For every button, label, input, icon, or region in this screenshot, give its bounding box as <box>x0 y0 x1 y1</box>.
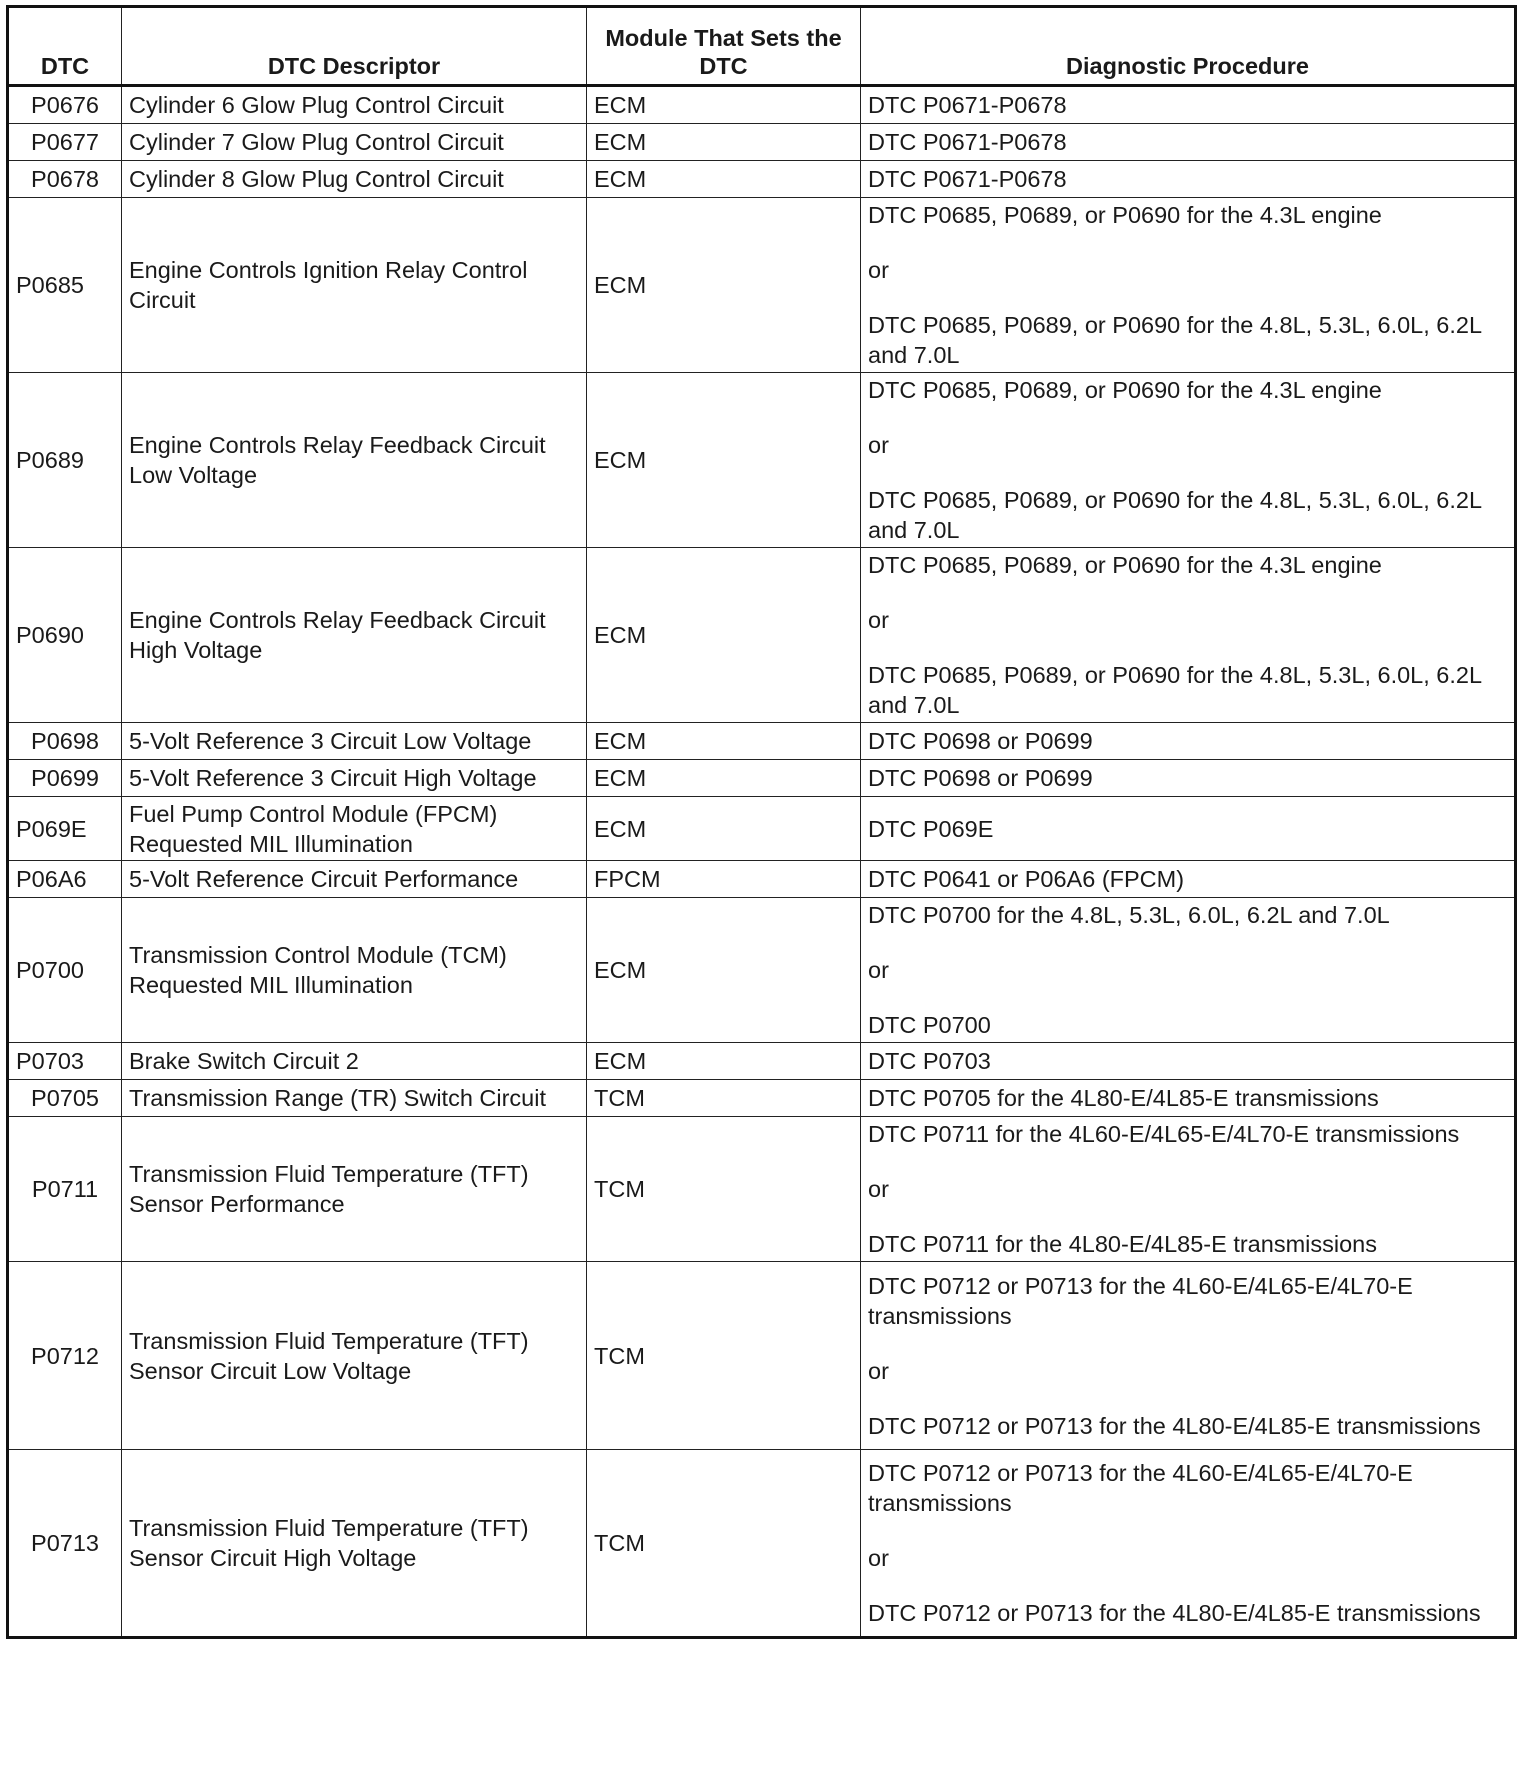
module-cell: ECM <box>587 760 861 797</box>
dtc-descriptor-cell: Cylinder 8 Glow Plug Control Circuit <box>122 161 587 198</box>
dtc-descriptor-cell: Cylinder 7 Glow Plug Control Circuit <box>122 124 587 161</box>
module-cell: ECM <box>587 548 861 723</box>
procedure-spacer <box>868 985 1507 1010</box>
procedure-link[interactable]: DTC P0685, P0689, or P0690 for the 4.8L, 5.3L, 6.0L, 6.2L and 7.0L <box>868 312 1482 368</box>
dtc-code-cell: P0700 <box>8 898 122 1043</box>
diagnostic-procedure-cell <box>861 723 1516 760</box>
procedure-spacer <box>868 285 1507 310</box>
diagnostic-procedure-cell <box>861 373 1516 548</box>
diagnostic-procedure-cell <box>861 1117 1516 1262</box>
procedure-link[interactable]: DTC P0711 for the 4L60-E/4L65-E/4L70-E transmissions <box>868 1121 1460 1147</box>
dtc-descriptor-cell: 5-Volt Reference 3 Circuit High Voltage <box>122 760 587 797</box>
dtc-descriptor-cell: Fuel Pump Control Module (FPCM) Requested MIL Illumination <box>122 797 587 861</box>
module-cell: FPCM <box>587 861 861 898</box>
dtc-descriptor-cell: Brake Switch Circuit 2 <box>122 1043 587 1080</box>
header-dtc: DTC <box>8 7 122 86</box>
procedure-link[interactable]: DTC P0712 or P0713 for the 4L80-E/4L85-E transmissions <box>868 1412 1481 1439</box>
procedure-link[interactable]: DTC P0685, P0689, or P0690 for the 4.3L engine <box>868 377 1382 403</box>
dtc-descriptor-cell: 5-Volt Reference 3 Circuit Low Voltage <box>122 723 587 760</box>
dtc-code-cell: P0713 <box>8 1450 122 1638</box>
diagnostic-procedure-cell <box>861 86 1516 124</box>
module-cell: TCM <box>587 1262 861 1450</box>
dtc-code-cell: P0712 <box>8 1262 122 1450</box>
table-row <box>8 548 1516 723</box>
dtc-code-cell: P069E <box>8 797 122 861</box>
module-cell: TCM <box>587 1450 861 1638</box>
module-cell: ECM <box>587 198 861 373</box>
diagnostic-procedure-cell <box>861 161 1516 198</box>
table-header-row <box>8 7 1516 86</box>
diagnostic-procedure-cell <box>861 861 1516 898</box>
table-row <box>8 723 1516 760</box>
diagnostic-procedure-cell <box>861 1262 1516 1450</box>
procedure-link[interactable]: DTC P0671-P0678 <box>868 166 1067 192</box>
diagnostic-procedure-cell <box>861 124 1516 161</box>
module-cell: ECM <box>587 723 861 760</box>
table-row <box>8 1450 1516 1638</box>
procedure-spacer <box>868 230 1507 255</box>
procedure-link[interactable]: DTC P0700 for the 4.8L, 5.3L, 6.0L, 6.2L and 7.0L <box>868 902 1390 928</box>
table-row <box>8 373 1516 548</box>
diagnostic-procedure-cell <box>861 1080 1516 1117</box>
module-cell: ECM <box>587 86 861 124</box>
dtc-descriptor-cell: Transmission Range (TR) Switch Circuit <box>122 1080 587 1117</box>
module-cell: TCM <box>587 1117 861 1262</box>
procedure-link[interactable]: DTC P0705 for the 4L80-E/4L85-E transmissions <box>868 1085 1379 1111</box>
dtc-descriptor-cell: Cylinder 6 Glow Plug Control Circuit <box>122 86 587 124</box>
procedure-link[interactable]: DTC P0685, P0689, or P0690 for the 4.3L engine <box>868 552 1382 578</box>
procedure-link[interactable]: DTC P0712 or P0713 for the 4L80-E/4L85-E transmissions <box>868 1600 1481 1626</box>
table-row <box>8 760 1516 797</box>
procedure-or-separator: or <box>868 607 889 633</box>
procedure-link[interactable]: DTC P0698 or P0699 <box>868 728 1093 754</box>
procedure-spacer <box>868 1331 1507 1356</box>
diagnostic-procedure-cell <box>861 1043 1516 1080</box>
procedure-link[interactable]: DTC P0698 or P0699 <box>868 765 1093 791</box>
procedure-link[interactable]: DTC P0671-P0678 <box>868 92 1067 118</box>
procedure-link[interactable]: DTC P0703 <box>868 1048 991 1074</box>
dtc-descriptor-cell: Engine Controls Relay Feedback Circuit High Voltage <box>122 548 587 723</box>
dtc-descriptor-cell: Transmission Control Module (TCM) Requested MIL Illumination <box>122 898 587 1043</box>
dtc-code-cell: P0678 <box>8 161 122 198</box>
procedure-link[interactable]: DTC P0700 <box>868 1012 991 1038</box>
table-row <box>8 1080 1516 1117</box>
module-cell: ECM <box>587 124 861 161</box>
dtc-descriptor-cell: 5-Volt Reference Circuit Performance <box>122 861 587 898</box>
diagnostic-procedure-cell <box>861 760 1516 797</box>
dtc-descriptor-cell: Transmission Fluid Temperature (TFT) Sensor Performance <box>122 1117 587 1262</box>
diagnostic-procedure-cell <box>861 797 1516 861</box>
dtc-code-cell: P0689 <box>8 373 122 548</box>
table-row <box>8 1043 1516 1080</box>
dtc-code-cell: P0698 <box>8 723 122 760</box>
header-procedure: Diagnostic Procedure <box>861 7 1516 86</box>
procedure-link[interactable]: DTC P0711 for the 4L80-E/4L85-E transmissions <box>868 1231 1377 1257</box>
dtc-code-cell: P0711 <box>8 1117 122 1262</box>
table-row <box>8 861 1516 898</box>
procedure-or-separator: or <box>868 1176 889 1202</box>
procedure-or-separator: or <box>868 432 889 458</box>
procedure-link[interactable]: DTC P0685, P0689, or P0690 for the 4.3L engine <box>868 202 1382 228</box>
table-row <box>8 198 1516 373</box>
table-row <box>8 797 1516 861</box>
dtc-descriptor-cell: Transmission Fluid Temperature (TFT) Sensor Circuit Low Voltage <box>122 1262 587 1450</box>
procedure-or-separator: or <box>868 1357 889 1384</box>
procedure-spacer <box>868 580 1507 605</box>
procedure-spacer <box>868 1386 1507 1411</box>
procedure-spacer <box>868 1573 1507 1598</box>
dtc-descriptor-cell: Engine Controls Relay Feedback Circuit Low Voltage <box>122 373 587 548</box>
module-cell: TCM <box>587 1080 861 1117</box>
diagnostic-procedure-cell <box>861 198 1516 373</box>
dtc-descriptor-cell: Transmission Fluid Temperature (TFT) Sensor Circuit High Voltage <box>122 1450 587 1638</box>
dtc-code-cell: P0703 <box>8 1043 122 1080</box>
table-row <box>8 1117 1516 1262</box>
table-row <box>8 161 1516 198</box>
diagnostic-procedure-cell <box>861 548 1516 723</box>
procedure-or-separator: or <box>868 1545 889 1571</box>
procedure-spacer <box>868 1204 1507 1229</box>
table-row <box>8 898 1516 1043</box>
diagnostic-procedure-cell <box>861 898 1516 1043</box>
procedure-link[interactable]: DTC P0641 or P06A6 (FPCM) <box>868 866 1185 892</box>
procedure-spacer <box>868 460 1507 485</box>
dtc-code-cell: P0677 <box>8 124 122 161</box>
procedure-link[interactable]: DTC P0685, P0689, or P0690 for the 4.8L, 5.3L, 6.0L, 6.2L and 7.0L <box>868 487 1482 543</box>
module-cell: ECM <box>587 161 861 198</box>
procedure-spacer <box>868 635 1507 660</box>
procedure-link[interactable]: DTC P0671-P0678 <box>868 129 1067 155</box>
procedure-or-separator: or <box>868 257 889 283</box>
header-module: Module That Sets the DTC <box>587 7 861 86</box>
diagnostic-procedure-cell <box>861 1450 1516 1638</box>
dtc-table <box>6 5 1517 1639</box>
table-body <box>8 86 1516 1638</box>
dtc-code-cell: P0699 <box>8 760 122 797</box>
dtc-descriptor-cell: Engine Controls Ignition Relay Control Circuit <box>122 198 587 373</box>
module-cell: ECM <box>587 1043 861 1080</box>
dtc-code-cell: P0685 <box>8 198 122 373</box>
procedure-spacer <box>868 405 1507 430</box>
table-row <box>8 124 1516 161</box>
dtc-code-cell: P06A6 <box>8 861 122 898</box>
procedure-spacer <box>868 1149 1507 1174</box>
module-cell: ECM <box>587 373 861 548</box>
procedure-spacer <box>868 1518 1507 1543</box>
procedure-link[interactable]: DTC P0712 or P0713 for the 4L60-E/4L65-E/4L70-E transmissions <box>868 1460 1413 1516</box>
dtc-code-cell: P0690 <box>8 548 122 723</box>
procedure-link[interactable]: DTC P069E <box>868 815 994 842</box>
table-row <box>8 86 1516 124</box>
dtc-code-cell: P0705 <box>8 1080 122 1117</box>
module-cell: ECM <box>587 898 861 1043</box>
header-descriptor: DTC Descriptor <box>122 7 587 86</box>
procedure-or-separator: or <box>868 957 889 983</box>
table-row <box>8 1262 1516 1450</box>
procedure-link[interactable]: DTC P0685, P0689, or P0690 for the 4.8L, 5.3L, 6.0L, 6.2L and 7.0L <box>868 662 1482 718</box>
module-cell: ECM <box>587 797 861 861</box>
procedure-link[interactable]: DTC P0712 or P0713 for the 4L60-E/4L65-E/4L70-E transmissions <box>868 1272 1413 1329</box>
dtc-code-cell: P0676 <box>8 86 122 124</box>
procedure-spacer <box>868 930 1507 955</box>
